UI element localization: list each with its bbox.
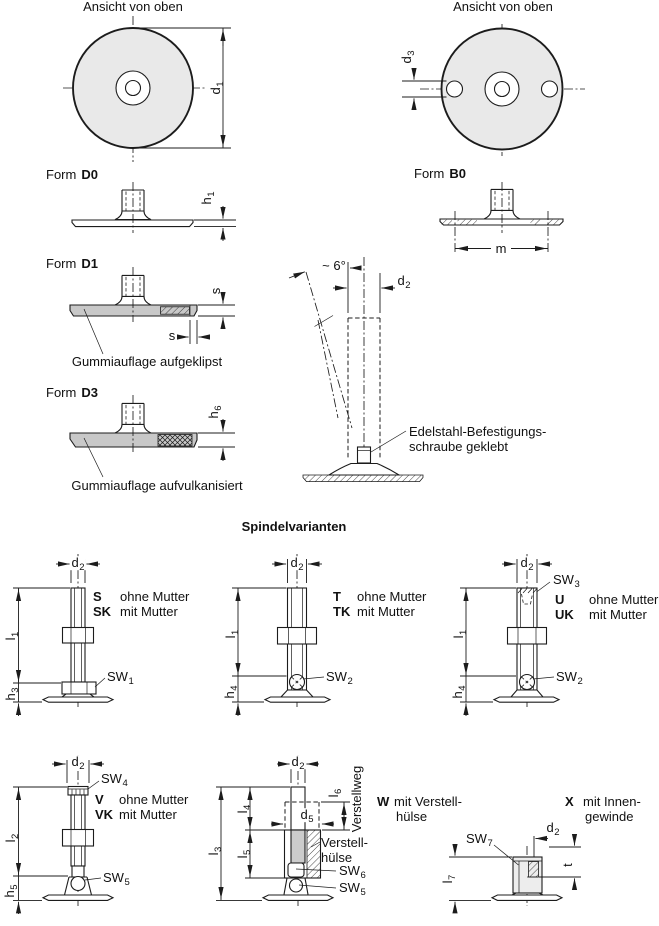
annotation-verstellhuelse-line1: Verstell- [321, 835, 368, 851]
legend-vk-code: VK [95, 807, 114, 823]
dim-label-v4-l2: $l_2$ [3, 833, 22, 843]
variant-x-drawing [449, 835, 581, 912]
annotation-verstellweg: Verstellweg [349, 765, 365, 833]
dim-label-s-vertical: s [208, 287, 224, 295]
legend-vk-desc: mit Mutter [119, 807, 177, 823]
variant-v-drawing [13, 755, 113, 914]
legend-u-desc: ohne Mutter [589, 592, 659, 608]
dim-label-v5-l5: $l_5$ [235, 849, 254, 859]
dim-label-h6: $h_6$ [206, 405, 225, 419]
legend-w-desc-line2: hülse [396, 809, 428, 825]
dim-label-v3-sw2: $SW_2$ [556, 669, 583, 688]
variant-s-drawing [13, 554, 113, 716]
title-top-left: Ansicht von oben [83, 0, 183, 15]
dim-label-v5-sw5: $SW_5$ [339, 880, 366, 899]
dim-label-v2-h4: $h_4$ [222, 685, 241, 699]
legend-w-code: W [377, 794, 390, 810]
note-edelstahl-line2: schraube geklebt [409, 439, 509, 455]
top-view-left [63, 16, 231, 162]
dim-label-v6-sw7: $SW_7$ [466, 831, 493, 850]
dim-label-v4-h5: $h_5$ [2, 884, 21, 898]
legend-sk-code: SK [93, 604, 112, 620]
legend-v-desc: ohne Mutter [119, 792, 189, 808]
dim-label-v2-sw2: $SW_2$ [326, 669, 353, 688]
legend-t-desc: ohne Mutter [357, 589, 427, 605]
legend-uk-desc: mit Mutter [589, 607, 647, 623]
dim-label-v2-l1: $l_1$ [223, 629, 242, 639]
dim-label-v5-l6: $l_6$ [326, 788, 345, 798]
dim-label-angle: ~ 6° [322, 258, 346, 274]
form-d1-drawing [70, 267, 235, 354]
dim-label-d1: $d_1$ [208, 81, 227, 95]
dim-label-v5-d5: $d_5$ [300, 807, 314, 826]
legend-tk-desc: mit Mutter [357, 604, 415, 620]
dim-label-h1: $h_1$ [199, 191, 218, 205]
section-title: Spindelvarianten [241, 519, 347, 535]
form-label-d0: Form D0 [46, 167, 98, 183]
dim-label-v1-h3: $h_3$ [3, 687, 22, 701]
dim-label-v5-l4: $l_4$ [235, 804, 254, 814]
dim-label-s-horizontal: s [168, 328, 176, 344]
caption-gummiauflage-aufgeklipst: Gummiauflage aufgeklipst [71, 354, 223, 370]
dim-label-v4-d2: $d_2$ [71, 754, 85, 773]
legend-t-code: T [333, 589, 341, 605]
dim-label-v3-sw3: $SW_3$ [553, 572, 580, 591]
dim-label-v3-d2: $d_2$ [520, 555, 534, 574]
dim-label-v1-d2: $d_2$ [71, 555, 85, 574]
form-label-d1: Form D1 [46, 256, 98, 272]
dim-label-v6-t: t [560, 863, 576, 867]
form-label-d3: Form D3 [46, 385, 98, 401]
legend-x-desc-line2: gewinde [585, 809, 634, 825]
legend-s-code: S [93, 589, 102, 605]
dim-label-v5-d2: $d_2$ [291, 754, 305, 773]
legend-uk-code: UK [555, 607, 574, 623]
form-label-b0: Form B0 [414, 166, 466, 182]
dim-label-v5-l3: $l_3$ [206, 846, 225, 856]
dim-label-v1-l1: $l_1$ [3, 631, 22, 641]
dim-label-v6-d2: $d_2$ [546, 820, 560, 839]
dim-label-m: m [495, 241, 507, 257]
annotation-verstellhuelse-line2: hülse [321, 850, 353, 866]
legend-u-code: U [555, 592, 565, 608]
legend-x-code: X [565, 794, 574, 810]
dim-label-d3: $d_3$ [399, 50, 418, 64]
caption-gummiauflage-aufvulkanisiert: Gummiauflage aufvulkanisiert [71, 478, 243, 494]
dim-label-v4-sw4: $SW_4$ [101, 771, 128, 790]
legend-sk-desc: mit Mutter [120, 604, 178, 620]
dim-label-v2-d2: $d_2$ [290, 555, 304, 574]
dim-label-v3-h4: $h_4$ [450, 685, 469, 699]
tilt-drawing [289, 257, 423, 482]
legend-x-desc-line1: mit Innen- [583, 794, 641, 810]
variant-t-drawing [232, 554, 330, 716]
legend-s-desc: ohne Mutter [120, 589, 190, 605]
legend-v-code: V [95, 792, 104, 808]
dim-label-v1-sw1: $SW_1$ [107, 669, 134, 688]
dim-label-d2-tilt: $d_2$ [397, 273, 411, 292]
top-view-right [399, 24, 585, 156]
title-top-right: Ansicht von oben [453, 0, 553, 15]
dim-label-v5-sw6: $SW_6$ [339, 863, 366, 882]
dim-label-v6-l7: $l_7$ [440, 874, 459, 884]
variant-u-drawing [460, 554, 559, 716]
dim-label-v4-sw5: $SW_5$ [103, 870, 130, 889]
dim-label-v3-l1: $l_1$ [451, 629, 470, 639]
legend-tk-code: TK [333, 604, 351, 620]
legend-w-desc-line1: mit Verstell- [394, 794, 462, 810]
note-edelstahl-line1: Edelstahl-Befestigungs- [409, 424, 547, 440]
